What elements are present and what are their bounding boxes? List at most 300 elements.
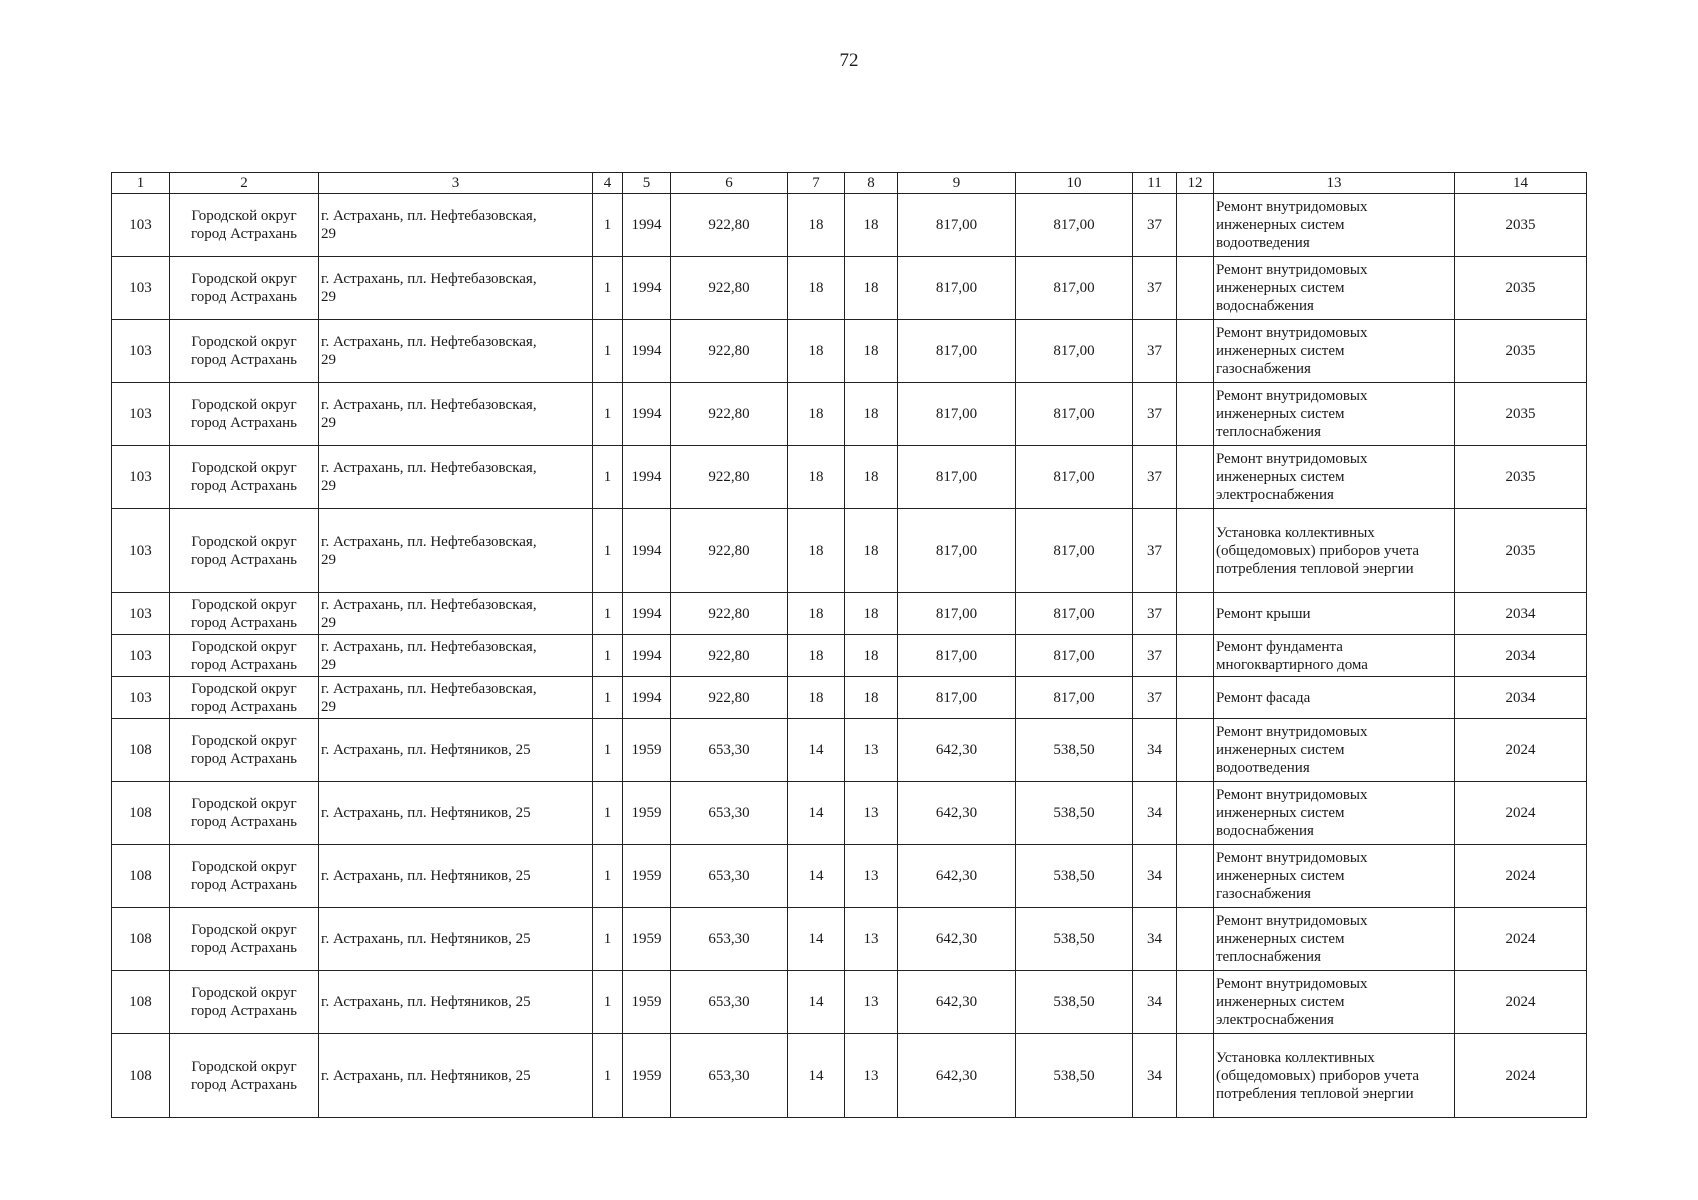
col9-cell: 817,00 — [898, 383, 1016, 446]
build-year-cell: 1994 — [623, 593, 671, 635]
house-number-cell: 108 — [112, 719, 170, 782]
build-year-cell: 1994 — [623, 257, 671, 320]
work-type-cell-line: газоснабжения — [1216, 361, 1311, 377]
table-row — [112, 677, 1587, 719]
municipality-cell-line: город Астрахань — [190, 1003, 298, 1019]
address-cell — [319, 908, 593, 971]
column-number-8: 8 — [845, 173, 898, 194]
column-number-12: 12 — [1177, 173, 1214, 194]
col10-cell: 817,00 — [1016, 257, 1133, 320]
address-cell — [319, 509, 593, 593]
address-cell-line: г. Астрахань, пл. Нефтяников, 25 — [321, 1067, 531, 1084]
work-type-cell-line: инженерных систем — [1216, 931, 1345, 947]
plan-year-cell: 2024 — [1455, 908, 1587, 971]
col11-cell: 37 — [1133, 677, 1177, 719]
address-cell-line: г. Астрахань, пл. Нефтяников, 25 — [321, 805, 531, 821]
municipality-cell-line: город Астрахань — [190, 656, 298, 673]
plan-year-cell: 2035 — [1455, 509, 1587, 593]
table-row — [112, 194, 1587, 257]
house-number-cell: 103 — [112, 446, 170, 509]
column-number-4: 4 — [593, 173, 623, 194]
address-cell-line: 29 — [321, 226, 336, 242]
plan-year-cell: 2024 — [1455, 971, 1587, 1034]
work-type-cell-line: инженерных систем — [1216, 742, 1345, 758]
col7-cell: 18 — [788, 383, 845, 446]
address-cell-line: 29 — [321, 614, 336, 631]
col7-cell: 14 — [788, 845, 845, 908]
col4-cell: 1 — [593, 383, 623, 446]
col7-cell: 14 — [788, 1034, 845, 1118]
work-type-cell-line: инженерных систем — [1216, 343, 1345, 359]
address-cell-line: г. Астрахань, пл. Нефтебазовская, — [321, 680, 537, 697]
work-type-cell-line: Ремонт фундамента — [1216, 638, 1343, 655]
col8-cell: 13 — [845, 908, 898, 971]
column-number-1: 1 — [112, 173, 170, 194]
col10-cell: 817,00 — [1016, 194, 1133, 257]
municipality-cell — [170, 908, 319, 971]
col8-cell: 13 — [845, 782, 898, 845]
col4-cell: 1 — [593, 635, 623, 677]
work-type-cell-line: Ремонт крыши — [1216, 605, 1311, 622]
work-type-cell-line: Ремонт фасада — [1216, 689, 1311, 706]
address-cell-line: г. Астрахань, пл. Нефтебазовская, — [321, 208, 537, 224]
municipality-cell — [170, 1034, 319, 1118]
col8-cell: 13 — [845, 719, 898, 782]
plan-year-cell: 2035 — [1455, 383, 1587, 446]
house-number-cell: 108 — [112, 845, 170, 908]
col9-cell: 817,00 — [898, 593, 1016, 635]
house-number-cell: 103 — [112, 383, 170, 446]
col12-cell — [1177, 719, 1214, 782]
col12-cell — [1177, 845, 1214, 908]
work-type-cell-line: электроснабжения — [1216, 487, 1334, 503]
table-row — [112, 971, 1587, 1034]
plan-year-cell: 2034 — [1455, 593, 1587, 635]
col9-cell: 642,30 — [898, 782, 1016, 845]
work-type-cell — [1214, 782, 1455, 845]
col7-cell: 18 — [788, 320, 845, 383]
house-number-cell: 103 — [112, 593, 170, 635]
municipality-cell-line: город Астрахань — [190, 478, 298, 494]
col7-cell: 18 — [788, 509, 845, 593]
col6-cell: 653,30 — [671, 1034, 788, 1118]
col11-cell: 37 — [1133, 194, 1177, 257]
municipality-cell-line: Городской округ — [191, 985, 297, 1001]
col9-cell: 642,30 — [898, 971, 1016, 1034]
municipality-cell — [170, 320, 319, 383]
address-cell — [319, 635, 593, 677]
house-number-cell: 103 — [112, 677, 170, 719]
col6-cell: 653,30 — [671, 908, 788, 971]
col7-cell: 18 — [788, 635, 845, 677]
build-year-cell: 1959 — [623, 1034, 671, 1118]
col7-cell: 18 — [788, 257, 845, 320]
work-type-cell — [1214, 1034, 1455, 1118]
col12-cell — [1177, 635, 1214, 677]
address-cell-line: 29 — [321, 551, 336, 568]
column-number-3: 3 — [319, 173, 593, 194]
work-type-cell-line: инженерных систем — [1216, 406, 1345, 422]
col11-cell: 34 — [1133, 908, 1177, 971]
municipality-cell-line: Городской округ — [191, 397, 297, 413]
col11-cell: 37 — [1133, 320, 1177, 383]
col4-cell: 1 — [593, 677, 623, 719]
address-cell — [319, 593, 593, 635]
address-cell — [319, 971, 593, 1034]
col7-cell: 18 — [788, 194, 845, 257]
work-type-cell — [1214, 446, 1455, 509]
work-type-cell-line: инженерных систем — [1216, 994, 1345, 1010]
address-cell — [319, 677, 593, 719]
municipality-cell-line: город Астрахань — [190, 940, 298, 956]
col8-cell: 18 — [845, 383, 898, 446]
table-row — [112, 509, 1587, 593]
address-cell-line: 29 — [321, 415, 336, 431]
municipality-cell — [170, 782, 319, 845]
work-type-cell-line: инженерных систем — [1216, 469, 1345, 485]
table-row — [112, 593, 1587, 635]
col9-cell: 642,30 — [898, 719, 1016, 782]
col7-cell: 18 — [788, 593, 845, 635]
table-row — [112, 383, 1587, 446]
work-type-cell — [1214, 383, 1455, 446]
address-cell-line: 29 — [321, 656, 336, 673]
municipality-cell — [170, 593, 319, 635]
col11-cell: 34 — [1133, 1034, 1177, 1118]
work-type-cell-line: Установка коллективных — [1216, 1049, 1375, 1066]
col10-cell: 817,00 — [1016, 320, 1133, 383]
work-type-cell — [1214, 320, 1455, 383]
build-year-cell: 1994 — [623, 320, 671, 383]
address-cell-line: г. Астрахань, пл. Нефтяников, 25 — [321, 931, 531, 947]
col6-cell: 922,80 — [671, 320, 788, 383]
address-cell — [319, 194, 593, 257]
col4-cell: 1 — [593, 320, 623, 383]
capital-repair-table — [111, 172, 1587, 1118]
work-type-cell — [1214, 677, 1455, 719]
col11-cell: 37 — [1133, 509, 1177, 593]
build-year-cell: 1994 — [623, 677, 671, 719]
work-type-cell-line: газоснабжения — [1216, 886, 1311, 902]
col4-cell: 1 — [593, 719, 623, 782]
work-type-cell-line: Ремонт внутридомовых — [1216, 451, 1368, 467]
col9-cell: 817,00 — [898, 446, 1016, 509]
work-type-cell-line: инженерных систем — [1216, 868, 1345, 884]
work-type-cell-line: инженерных систем — [1216, 280, 1345, 296]
col4-cell: 1 — [593, 971, 623, 1034]
col6-cell: 653,30 — [671, 782, 788, 845]
col8-cell: 18 — [845, 509, 898, 593]
house-number-cell: 103 — [112, 509, 170, 593]
col10-cell: 538,50 — [1016, 1034, 1133, 1118]
col6-cell: 922,80 — [671, 593, 788, 635]
col4-cell: 1 — [593, 194, 623, 257]
col6-cell: 922,80 — [671, 635, 788, 677]
plan-year-cell: 2035 — [1455, 446, 1587, 509]
col8-cell: 18 — [845, 446, 898, 509]
col10-cell: 817,00 — [1016, 509, 1133, 593]
address-cell-line: 29 — [321, 352, 336, 368]
column-number-2: 2 — [170, 173, 319, 194]
municipality-cell — [170, 194, 319, 257]
municipality-cell-line: Городской округ — [191, 460, 297, 476]
col8-cell: 18 — [845, 635, 898, 677]
column-number-5: 5 — [623, 173, 671, 194]
municipality-cell — [170, 446, 319, 509]
plan-year-cell: 2035 — [1455, 194, 1587, 257]
work-type-cell — [1214, 593, 1455, 635]
house-number-cell: 108 — [112, 1034, 170, 1118]
address-cell-line: 29 — [321, 698, 336, 715]
address-cell — [319, 719, 593, 782]
work-type-cell-line: инженерных систем — [1216, 217, 1345, 233]
municipality-cell-line: город Астрахань — [190, 415, 298, 431]
col11-cell: 37 — [1133, 446, 1177, 509]
col9-cell: 817,00 — [898, 509, 1016, 593]
work-type-cell-line: водоотведения — [1216, 235, 1310, 251]
municipality-cell — [170, 677, 319, 719]
address-cell-line: г. Астрахань, пл. Нефтебазовская, — [321, 397, 537, 413]
column-number-9: 9 — [898, 173, 1016, 194]
address-cell-line: г. Астрахань, пл. Нефтебазовская, — [321, 334, 537, 350]
address-cell-line: г. Астрахань, пл. Нефтебазовская, — [321, 460, 537, 476]
table-row — [112, 908, 1587, 971]
municipality-cell-line: город Астрахань — [190, 352, 298, 368]
address-cell — [319, 782, 593, 845]
municipality-cell-line: город Астрахань — [190, 551, 298, 568]
plan-year-cell: 2034 — [1455, 677, 1587, 719]
work-type-cell-line: Ремонт внутридомовых — [1216, 787, 1368, 803]
col9-cell: 817,00 — [898, 677, 1016, 719]
build-year-cell: 1994 — [623, 383, 671, 446]
municipality-cell-line: Городской округ — [191, 922, 297, 938]
col6-cell: 922,80 — [671, 383, 788, 446]
col12-cell — [1177, 971, 1214, 1034]
municipality-cell-line: Городской округ — [191, 733, 297, 749]
col7-cell: 14 — [788, 971, 845, 1034]
address-cell-line: 29 — [321, 478, 336, 494]
municipality-cell — [170, 845, 319, 908]
work-type-cell-line: Установка коллективных — [1216, 524, 1375, 541]
col9-cell: 817,00 — [898, 320, 1016, 383]
municipality-cell-line: город Астрахань — [190, 814, 298, 830]
municipality-cell-line: Городской округ — [191, 208, 297, 224]
col12-cell — [1177, 257, 1214, 320]
municipality-cell — [170, 257, 319, 320]
municipality-cell-line: город Астрахань — [190, 751, 298, 767]
house-number-cell: 103 — [112, 194, 170, 257]
municipality-cell — [170, 971, 319, 1034]
col11-cell: 37 — [1133, 635, 1177, 677]
work-type-cell — [1214, 194, 1455, 257]
col7-cell: 18 — [788, 446, 845, 509]
col4-cell: 1 — [593, 509, 623, 593]
work-type-cell — [1214, 719, 1455, 782]
address-cell-line: г. Астрахань, пл. Нефтяников, 25 — [321, 868, 531, 884]
col12-cell — [1177, 782, 1214, 845]
house-number-cell: 103 — [112, 320, 170, 383]
col12-cell — [1177, 593, 1214, 635]
municipality-cell-line: Городской округ — [191, 638, 297, 655]
col11-cell: 34 — [1133, 971, 1177, 1034]
table-row — [112, 320, 1587, 383]
municipality-cell-line: город Астрахань — [190, 1076, 298, 1093]
work-type-cell-line: водоотведения — [1216, 760, 1310, 776]
col10-cell: 538,50 — [1016, 782, 1133, 845]
col10-cell: 817,00 — [1016, 383, 1133, 446]
address-cell-line: г. Астрахань, пл. Нефтебазовская, — [321, 596, 537, 613]
table-row — [112, 845, 1587, 908]
col8-cell: 18 — [845, 677, 898, 719]
col11-cell: 37 — [1133, 257, 1177, 320]
work-type-cell-line: водоснабжения — [1216, 823, 1314, 839]
col6-cell: 653,30 — [671, 719, 788, 782]
col10-cell: 538,50 — [1016, 845, 1133, 908]
work-type-cell — [1214, 257, 1455, 320]
municipality-cell — [170, 719, 319, 782]
col8-cell: 13 — [845, 845, 898, 908]
col11-cell: 34 — [1133, 782, 1177, 845]
municipality-cell-line: Городской округ — [191, 859, 297, 875]
work-type-cell-line: Ремонт внутридомовых — [1216, 976, 1368, 992]
build-year-cell: 1994 — [623, 635, 671, 677]
house-number-cell: 108 — [112, 908, 170, 971]
work-type-cell-line: Ремонт внутридомовых — [1216, 724, 1368, 740]
column-number-13: 13 — [1214, 173, 1455, 194]
col4-cell: 1 — [593, 908, 623, 971]
plan-year-cell: 2024 — [1455, 845, 1587, 908]
work-type-cell-line: теплоснабжения — [1216, 949, 1321, 965]
col8-cell: 18 — [845, 257, 898, 320]
work-type-cell-line: водоснабжения — [1216, 298, 1314, 314]
municipality-cell — [170, 383, 319, 446]
work-type-cell — [1214, 908, 1455, 971]
col8-cell: 18 — [845, 320, 898, 383]
build-year-cell: 1959 — [623, 845, 671, 908]
address-cell — [319, 1034, 593, 1118]
col11-cell: 37 — [1133, 593, 1177, 635]
col10-cell: 538,50 — [1016, 971, 1133, 1034]
work-type-cell-line: потребления тепловой энергии — [1216, 1085, 1414, 1102]
build-year-cell: 1994 — [623, 446, 671, 509]
col12-cell — [1177, 320, 1214, 383]
municipality-cell-line: Городской округ — [191, 596, 297, 613]
col6-cell: 653,30 — [671, 971, 788, 1034]
col4-cell: 1 — [593, 446, 623, 509]
address-cell-line: г. Астрахань, пл. Нефтебазовская, — [321, 533, 537, 550]
col11-cell: 34 — [1133, 845, 1177, 908]
col12-cell — [1177, 509, 1214, 593]
work-type-cell — [1214, 971, 1455, 1034]
col10-cell: 817,00 — [1016, 593, 1133, 635]
municipality-cell-line: Городской округ — [191, 680, 297, 697]
work-type-cell-line: (общедомовых) приборов учета — [1216, 1067, 1419, 1084]
build-year-cell: 1994 — [623, 509, 671, 593]
municipality-cell-line: Городской округ — [191, 1058, 297, 1075]
table-row — [112, 257, 1587, 320]
work-type-cell-line: многоквартирного дома — [1216, 656, 1368, 673]
col6-cell: 922,80 — [671, 677, 788, 719]
col12-cell — [1177, 194, 1214, 257]
col9-cell: 817,00 — [898, 194, 1016, 257]
work-type-cell-line: Ремонт внутридомовых — [1216, 262, 1368, 278]
column-number-14: 14 — [1455, 173, 1587, 194]
work-type-cell-line: Ремонт внутридомовых — [1216, 850, 1368, 866]
col6-cell: 922,80 — [671, 446, 788, 509]
col12-cell — [1177, 446, 1214, 509]
municipality-cell-line: Городской округ — [191, 271, 297, 287]
build-year-cell: 1959 — [623, 782, 671, 845]
municipality-cell — [170, 509, 319, 593]
address-cell — [319, 446, 593, 509]
work-type-cell-line: инженерных систем — [1216, 805, 1345, 821]
col11-cell: 34 — [1133, 719, 1177, 782]
col11-cell: 37 — [1133, 383, 1177, 446]
col10-cell: 538,50 — [1016, 719, 1133, 782]
col10-cell: 538,50 — [1016, 908, 1133, 971]
build-year-cell: 1959 — [623, 971, 671, 1034]
municipality-cell-line: город Астрахань — [190, 226, 298, 242]
plan-year-cell: 2034 — [1455, 635, 1587, 677]
municipality-cell-line: город Астрахань — [190, 289, 298, 305]
municipality-cell-line: Городской округ — [191, 533, 297, 550]
address-cell-line: г. Астрахань, пл. Нефтяников, 25 — [321, 742, 531, 758]
col10-cell: 817,00 — [1016, 635, 1133, 677]
table-body — [112, 194, 1587, 1118]
address-cell — [319, 257, 593, 320]
build-year-cell: 1959 — [623, 908, 671, 971]
house-number-cell: 103 — [112, 257, 170, 320]
col7-cell: 14 — [788, 719, 845, 782]
plan-year-cell: 2035 — [1455, 257, 1587, 320]
plan-year-cell: 2024 — [1455, 719, 1587, 782]
col6-cell: 922,80 — [671, 194, 788, 257]
col9-cell: 642,30 — [898, 845, 1016, 908]
col9-cell: 642,30 — [898, 908, 1016, 971]
municipality-cell-line: город Астрахань — [190, 698, 298, 715]
table-row — [112, 782, 1587, 845]
work-type-cell-line: потребления тепловой энергии — [1216, 560, 1414, 577]
col12-cell — [1177, 1034, 1214, 1118]
column-number-row — [112, 173, 1587, 194]
municipality-cell-line: Городской округ — [191, 334, 297, 350]
address-cell-line: 29 — [321, 289, 336, 305]
col12-cell — [1177, 908, 1214, 971]
col4-cell: 1 — [593, 782, 623, 845]
house-number-cell: 108 — [112, 971, 170, 1034]
address-cell-line: г. Астрахань, пл. Нефтяников, 25 — [321, 994, 531, 1010]
address-cell-line: г. Астрахань, пл. Нефтебазовская, — [321, 271, 537, 287]
work-type-cell-line: Ремонт внутридомовых — [1216, 913, 1368, 929]
column-number-7: 7 — [788, 173, 845, 194]
municipality-cell-line: Городской округ — [191, 796, 297, 812]
municipality-cell-line: город Астрахань — [190, 614, 298, 631]
col4-cell: 1 — [593, 845, 623, 908]
col8-cell: 13 — [845, 1034, 898, 1118]
address-cell — [319, 320, 593, 383]
address-cell — [319, 383, 593, 446]
work-type-cell — [1214, 845, 1455, 908]
municipality-cell-line: город Астрахань — [190, 877, 298, 893]
col12-cell — [1177, 383, 1214, 446]
table-row — [112, 446, 1587, 509]
col12-cell — [1177, 677, 1214, 719]
col9-cell: 817,00 — [898, 257, 1016, 320]
column-number-11: 11 — [1133, 173, 1177, 194]
column-number-6: 6 — [671, 173, 788, 194]
col8-cell: 18 — [845, 194, 898, 257]
house-number-cell: 103 — [112, 635, 170, 677]
